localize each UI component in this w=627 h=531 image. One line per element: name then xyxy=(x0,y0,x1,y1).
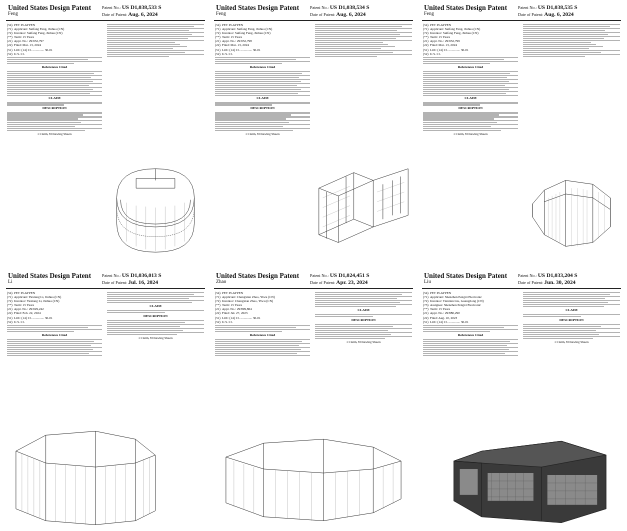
sheets-note: 1 Claim, 8 Drawing Sheets xyxy=(554,339,589,344)
field-row: (54) PET PLAYPEN xyxy=(7,291,36,295)
field-row: (72) Inventor: Yuxiang Li, Jinhua (CN) xyxy=(7,299,60,304)
examiner-text xyxy=(315,44,412,49)
publications-text xyxy=(315,24,412,43)
publications-text xyxy=(107,292,204,303)
patent-header xyxy=(214,4,413,21)
header-title: United States Design Patent xyxy=(8,4,92,12)
examiner-text xyxy=(523,44,620,49)
header-title: United States Design Patent xyxy=(216,272,300,280)
field-row: (**) Term: 15 Years xyxy=(423,35,451,40)
description-text xyxy=(7,112,102,131)
patent-number: US D1,038,535 S xyxy=(537,4,578,11)
field-row: (21) Appl. No.: 29/932,797 xyxy=(7,39,44,44)
patent-page-5 xyxy=(214,272,413,527)
references-list xyxy=(215,71,310,96)
patent-number: US D1,033,204 S xyxy=(537,272,578,279)
field-row: (71) Applicant: Suifang Feng, Jinhua (CN) xyxy=(7,27,65,32)
field-row: (71) Applicant: Suifang Feng, Jinhua (CN) xyxy=(215,27,273,32)
classification-text xyxy=(215,57,310,64)
field-row: (22) Filed: Mar. 13, 2024 xyxy=(215,43,250,48)
patent-header xyxy=(6,272,205,289)
publications-text xyxy=(107,24,204,43)
patent-date-line: Date of Patent: Apr. 23, 2024 xyxy=(310,280,368,286)
classification-text xyxy=(215,325,310,332)
field-row: (72) Inventor: Chengxian Zhao, Yiwu (CN) xyxy=(215,299,274,304)
field-row: (51) LOC (14) Cl. .............. 30-01 xyxy=(423,47,469,52)
publications-text xyxy=(523,24,620,43)
classification-text xyxy=(423,57,518,64)
claim-text xyxy=(315,314,412,317)
description-heading: DESCRIPTION xyxy=(458,106,483,111)
classification-text xyxy=(7,57,102,64)
claim-heading: CLAIM xyxy=(357,307,370,312)
inventor-name: Liu xyxy=(424,280,431,285)
abstract-text xyxy=(107,50,204,57)
field-row: (22) Filed: Jul. 27, 2023 xyxy=(215,311,248,316)
patent-header xyxy=(422,4,621,21)
references-list xyxy=(7,339,102,356)
claim-text xyxy=(7,102,102,105)
field-row: (22) Filed: Aug. 10, 2023 xyxy=(423,315,458,320)
description-text xyxy=(315,324,412,339)
field-row: (54) PET PLAYPEN xyxy=(7,23,36,27)
header-title: United States Design Patent xyxy=(216,4,300,12)
patent-number: US D1,024,451 S xyxy=(329,272,370,279)
field-row: (21) Appl. No.: 29/929,242 xyxy=(7,307,44,312)
patent-number: US D1,038,533 S xyxy=(121,4,162,11)
references-heading: References Cited xyxy=(457,64,484,69)
patent-page-2 xyxy=(214,4,413,259)
claim-text xyxy=(523,314,620,317)
patent-number-line: Patent No.: US D1,038,533 S xyxy=(102,4,162,11)
field-row: (54) PET PLAYPEN xyxy=(215,23,244,27)
field-row: (52) U.S. Cl. xyxy=(7,319,25,324)
field-row: (21) Appl. No.: 29/932,799 xyxy=(423,39,460,44)
patent-date: Aug. 6, 2024 xyxy=(336,12,366,18)
patent-grid xyxy=(6,4,621,527)
left-column xyxy=(7,23,102,257)
abstract-text xyxy=(315,50,412,57)
references-list xyxy=(423,339,518,356)
playpen-drawing-octagon xyxy=(523,128,620,258)
description-heading: DESCRIPTION xyxy=(250,106,275,111)
left-column xyxy=(423,23,518,257)
description-heading: DESCRIPTION xyxy=(143,313,168,318)
classification-text xyxy=(7,325,102,332)
references-list xyxy=(423,71,518,96)
claim-heading: CLAIM xyxy=(565,307,578,312)
field-row: (22) Filed: Feb. 22, 2024 xyxy=(7,311,41,316)
patent-number-line: Patent No.: US D1,038,535 S xyxy=(518,4,578,11)
sheets-note: 1 Claim, 8 Drawing Sheets xyxy=(37,132,72,137)
field-row: (54) PET PLAYPEN xyxy=(423,23,452,27)
claim-heading: CLAIM xyxy=(149,303,162,308)
patent-date: Apr. 23, 2024 xyxy=(336,280,368,286)
inventor-name: Feng xyxy=(424,12,434,17)
patent-date-line: Date of Patent: Aug. 6, 2024 xyxy=(310,12,366,18)
field-row: (71) Applicant: Shenzhen Pengxi Electronic xyxy=(423,295,482,300)
field-row: (72) Inventor: Suifang Feng, Jinhua (CN) xyxy=(215,31,271,36)
examiner-text xyxy=(107,44,204,49)
field-row: (**) Term: 15 Years xyxy=(215,35,243,40)
references-list xyxy=(215,339,310,356)
field-row: (**) Term: 15 Years xyxy=(7,303,35,308)
claim-heading: CLAIM xyxy=(256,96,269,101)
field-row: (72) Inventor: Suifang Feng, Jinhua (CN) xyxy=(423,31,479,36)
header-title: United States Design Patent xyxy=(424,272,508,280)
field-row: (52) U.S. Cl. xyxy=(215,319,233,324)
field-row: (52) U.S. Cl. xyxy=(423,51,441,56)
classification-text xyxy=(423,325,518,332)
inventor-name: Zhao xyxy=(216,280,227,285)
claim-text xyxy=(107,310,204,313)
field-row: (71) Applicant: Yuxiang Li, Jinhua (CN) xyxy=(7,295,62,300)
field-row: (54) PET PLAYPEN xyxy=(215,291,244,295)
references-heading: References Cited xyxy=(457,332,484,337)
playpen-drawing-wide-octagon xyxy=(214,421,413,526)
description-text xyxy=(523,324,620,339)
playpen-drawing-tunnel xyxy=(315,128,412,258)
field-row: (72) Inventor: Suifang Feng, Jinhua (CN) xyxy=(7,31,63,36)
field-row: (73) Assignee: Shenzhen Pengxi Electronic xyxy=(423,303,481,308)
header-title: United States Design Patent xyxy=(424,4,508,12)
patent-date-line: Date of Patent: Jun. 30, 2024 xyxy=(518,280,576,286)
inventor-name: Li xyxy=(8,280,13,285)
patent-date: Aug. 6, 2024 xyxy=(544,12,574,18)
header-title: United States Design Patent xyxy=(8,272,92,280)
playpen-drawing-fabric-box xyxy=(422,421,621,526)
field-row: (21) Appl. No.: 29/932,798 xyxy=(215,39,252,44)
patent-number: US D1,038,534 S xyxy=(329,4,370,11)
description-heading: DESCRIPTION xyxy=(351,317,376,322)
field-row: (21) Appl. No.: 29/880,290 xyxy=(423,311,460,316)
field-row: (51) LOC (14) Cl. .............. 30-01 xyxy=(7,315,53,320)
references-heading: References Cited xyxy=(249,332,276,337)
claim-text xyxy=(423,102,518,105)
patent-header xyxy=(422,272,621,289)
field-row: (52) U.S. Cl. xyxy=(7,51,25,56)
patent-date: Aug. 6, 2024 xyxy=(128,12,158,18)
field-row: (51) LOC (14) Cl. .............. 30-01 xyxy=(423,319,469,324)
claim-text xyxy=(215,102,310,105)
inventor-name: Feng xyxy=(216,12,226,17)
patent-number-line: Patent No.: US D1,038,534 S xyxy=(310,4,370,11)
patent-number-line: Patent No.: US D1,036,013 S xyxy=(102,272,162,279)
field-row: (22) Filed: Mar. 13, 2024 xyxy=(423,43,458,48)
description-heading: DESCRIPTION xyxy=(559,317,584,322)
playpen-drawing-oval xyxy=(107,128,204,258)
field-row: (51) LOC (14) Cl. .............. 30-01 xyxy=(7,47,53,52)
sheets-note: 1 Claim, 8 Drawing Sheets xyxy=(245,132,280,137)
references-list xyxy=(7,71,102,96)
description-text xyxy=(215,112,310,131)
patent-page-4 xyxy=(6,272,205,527)
field-row: (72) Inventor: Tiantian Liu, Guangdong (CN) xyxy=(423,299,484,304)
claim-heading: CLAIM xyxy=(48,96,61,101)
patent-page-1 xyxy=(6,4,205,259)
field-row: (54) PET PLAYPEN xyxy=(423,291,452,295)
references-continued xyxy=(315,292,412,307)
description-text xyxy=(423,112,518,131)
field-row: (51) LOC (14) Cl. .............. 30-01 xyxy=(215,47,261,52)
field-row: (21) Appl. No.: 29/899,864 xyxy=(215,307,252,312)
patent-date: Jul. 16, 2024 xyxy=(128,280,159,286)
patent-date-line: Date of Patent: Jul. 16, 2024 xyxy=(102,280,159,286)
field-row: (52) U.S. Cl. xyxy=(215,51,233,56)
publications-text xyxy=(523,292,620,307)
field-row: (71) Applicant: Suifang Feng, Jinhua (CN) xyxy=(423,27,481,32)
description-heading: DESCRIPTION xyxy=(42,106,67,111)
field-row: (51) LOC (14) Cl. .............. 30-01 xyxy=(215,315,261,320)
patent-number-line: Patent No.: US D1,024,451 S xyxy=(310,272,370,279)
sheets-note: 1 Claim, 8 Drawing Sheets xyxy=(453,132,488,137)
patent-date-line: Date of Patent: Aug. 6, 2024 xyxy=(518,12,574,18)
sheets-note: 1 Claim, 8 Drawing Sheets xyxy=(138,335,173,340)
patent-header xyxy=(6,4,205,21)
patent-header xyxy=(214,272,413,289)
patent-page-6 xyxy=(422,272,621,527)
patent-date: Jun. 30, 2024 xyxy=(544,280,576,286)
description-text xyxy=(107,320,204,335)
patent-page-3 xyxy=(422,4,621,259)
references-heading: References Cited xyxy=(41,64,68,69)
field-row: (71) Applicant: Chengxian Zhao, Yiwu (CN) xyxy=(215,295,275,300)
patent-date-line: Date of Patent: Aug. 6, 2024 xyxy=(102,12,158,18)
field-row: (**) Term: 15 Years xyxy=(7,35,35,40)
abstract-text xyxy=(523,50,620,57)
references-heading: References Cited xyxy=(41,332,68,337)
playpen-drawing-tall-octagon xyxy=(6,421,205,526)
left-column xyxy=(215,23,310,257)
patent-number: US D1,036,013 S xyxy=(121,272,162,279)
field-row: (**) Term: 15 Years xyxy=(423,307,451,312)
inventor-name: Feng xyxy=(8,12,18,17)
references-heading: References Cited xyxy=(249,64,276,69)
field-row: (22) Filed: Mar. 13, 2024 xyxy=(7,43,42,48)
patent-number-line: Patent No.: US D1,033,204 S xyxy=(518,272,578,279)
sheets-note: 1 Claim, 8 Drawing Sheets xyxy=(346,339,381,344)
field-row: (**) Term: 15 Years xyxy=(215,303,243,308)
claim-heading: CLAIM xyxy=(464,96,477,101)
